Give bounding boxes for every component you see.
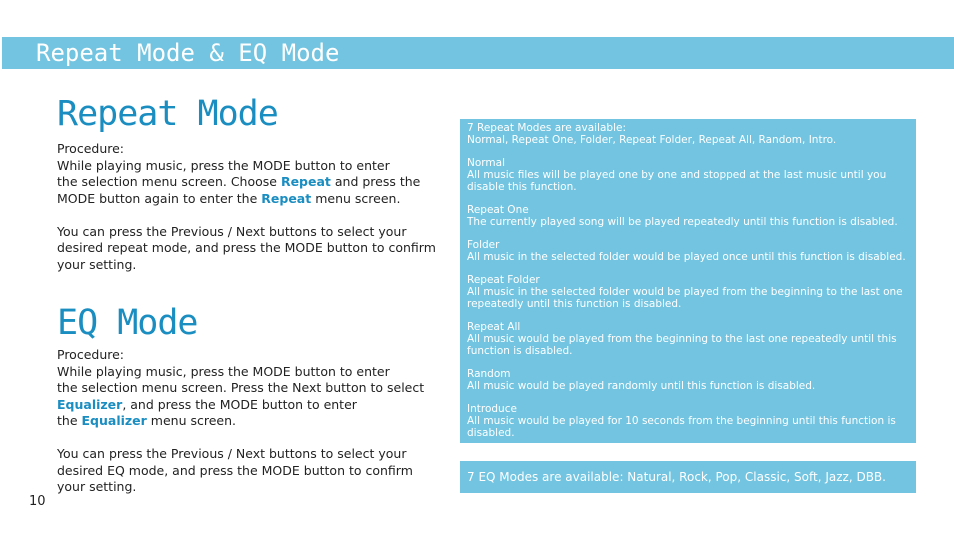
procedure-line: your setting. <box>57 256 137 272</box>
eq-modes-info-box <box>460 461 916 493</box>
list-item <box>467 122 912 146</box>
highlight-repeat: Repeat <box>261 190 312 206</box>
entry-heading: 7 Repeat Modes are available: <box>467 122 626 134</box>
page-number: 10 <box>29 494 46 509</box>
procedure-line: You can press the Previous / Next buttons to select your <box>57 223 407 239</box>
list-item <box>467 274 912 310</box>
list-item <box>467 239 912 263</box>
entry-heading: Repeat Folder <box>467 274 540 286</box>
highlight-equalizer: Equalizer <box>81 413 147 428</box>
procedure-label: Procedure: <box>57 347 125 362</box>
entry-text: All music in the selected folder would be played once until this function is disabled. <box>467 251 906 263</box>
repeat-modes-info-box <box>460 119 916 443</box>
procedure-line: MODE button again to enter the Repeat menu screen. <box>57 190 401 206</box>
procedure-line: While playing music, press the MODE button to enter <box>57 363 390 379</box>
highlight-repeat: Repeat <box>280 174 331 189</box>
procedure-line: While playing music, press the MODE button to enter <box>57 157 390 173</box>
entry-text: All music would be played randomly until this function is disabled. <box>467 380 816 392</box>
entry-text: All music in the selected folder would be played from the beginning to the last one repeatedly until this function is disabled. <box>467 286 903 310</box>
entry-heading: Repeat One <box>467 204 529 216</box>
entry-text: Normal, Repeat One, Folder, Repeat Folder, Repeat All, Random, Intro. <box>467 134 837 146</box>
procedure-line: your setting. <box>57 479 137 494</box>
list-item <box>467 157 912 193</box>
eq-modes-text: 7 EQ Modes are available: Natural, Rock, Pop, Classic, Soft, Jazz, DBB. <box>467 470 886 484</box>
entry-heading: Normal <box>467 157 505 169</box>
procedure-line: the selection menu screen. Press the Next button to select <box>57 380 425 395</box>
entry-text: All music files will be played one by one and stopped at the last music until you disable this function. <box>467 169 887 193</box>
list-item <box>467 204 912 228</box>
repeat-mode-procedure <box>57 141 437 273</box>
entry-heading: Folder <box>467 239 500 251</box>
entry-text: All music would be played for 10 seconds from the beginning until this function is disabled. <box>467 415 896 439</box>
list-item <box>467 321 912 357</box>
procedure-label: Procedure: <box>57 141 125 156</box>
entry-heading: Repeat All <box>467 321 521 333</box>
procedure-line: Equalizer, and press the MODE button to enter <box>57 396 357 412</box>
entry-text: All music would be played from the beginning to the last one repeatedly until this function is disabled. <box>467 333 897 357</box>
procedure-line: the Equalizer menu screen. <box>57 413 236 428</box>
entry-heading: Random <box>467 368 511 380</box>
procedure-line: You can press the Previous / Next buttons to select your <box>57 446 407 461</box>
entry-heading: Introduce <box>467 403 517 415</box>
page-header-title: Repeat Mode & EQ Mode <box>36 39 340 67</box>
eq-mode-procedure <box>57 347 437 496</box>
procedure-line: desired EQ mode, and press the MODE button to confirm <box>57 462 413 478</box>
repeat-mode-title: Repeat Mode <box>57 94 278 134</box>
highlight-equalizer: Equalizer <box>57 396 123 412</box>
header-bar <box>2 37 954 69</box>
list-item <box>467 403 912 439</box>
procedure-line: desired repeat mode, and press the MODE button to confirm <box>57 240 436 255</box>
procedure-line: the selection menu screen. Choose Repeat and press the <box>57 174 421 189</box>
list-item <box>467 368 912 392</box>
eq-mode-title: EQ Mode <box>57 303 198 343</box>
entry-text: The currently played song will be played repeatedly until this function is disabled. <box>467 216 898 228</box>
